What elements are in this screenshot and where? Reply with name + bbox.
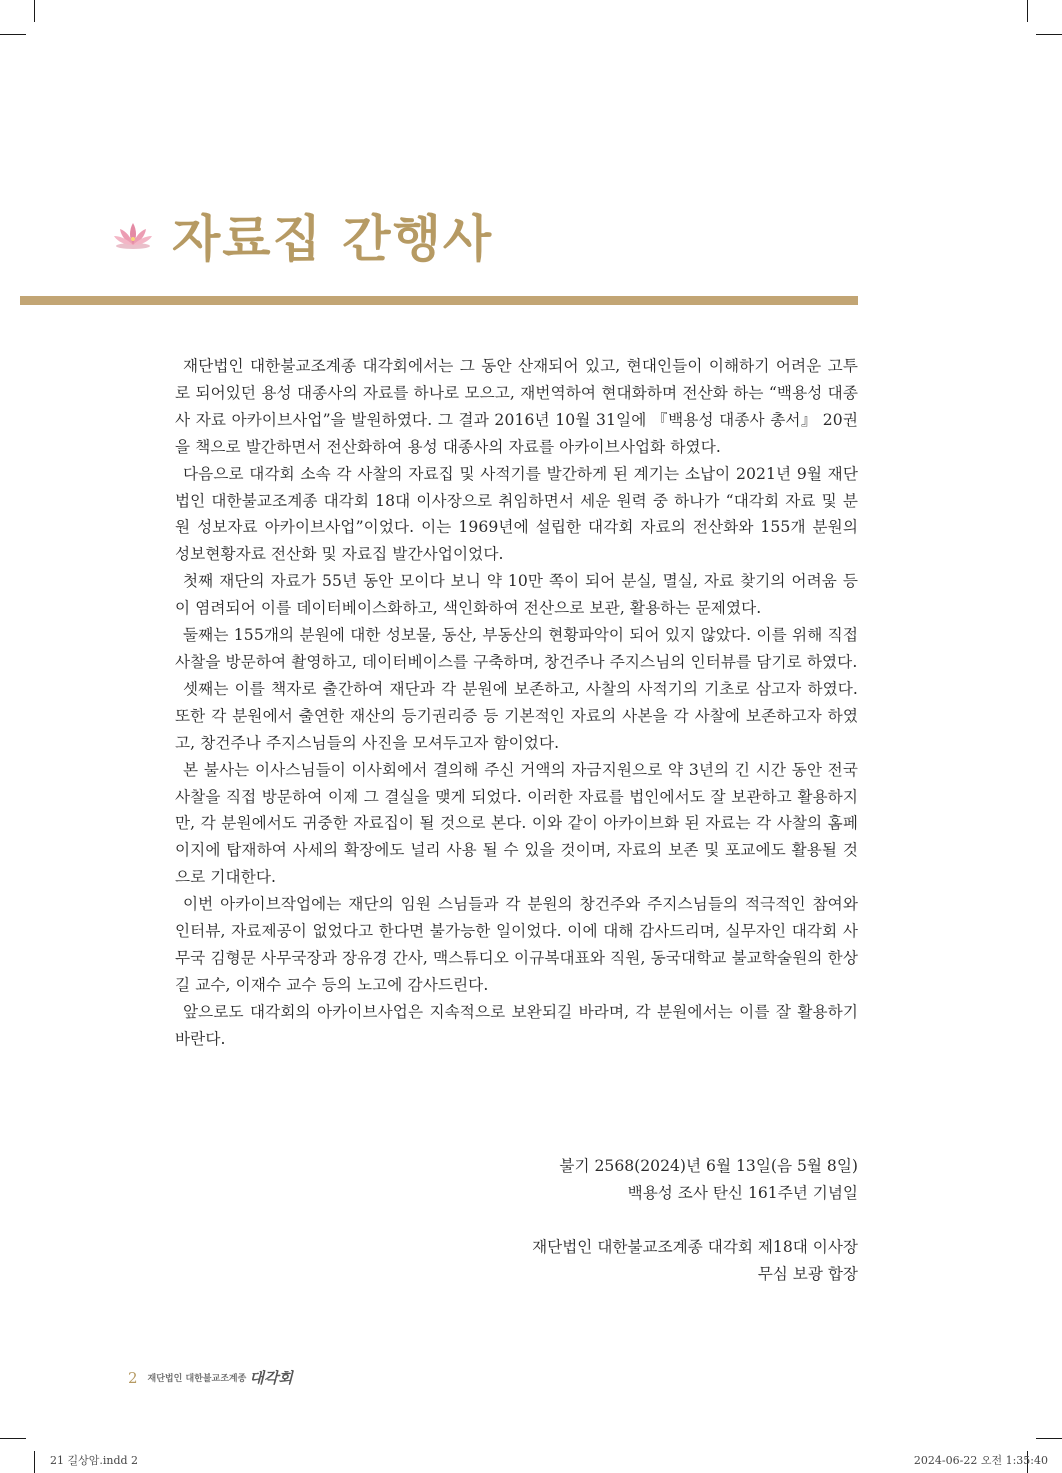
print-slug-file: 21 길상암.indd 2	[50, 1454, 139, 1467]
print-slug-timestamp: 2024-06-22 오전 1:35:40	[913, 1454, 1048, 1467]
paragraph: 둘째는 155개의 분원에 대한 성보물, 동산, 부동산의 현황파악이 되어 있지 않았다. 이를 위해 직접 사찰을 방문하여 촬영하고, 데이터베이스를 구축하며, 창건주나 주지스님의 인터뷰를 담기로 하였다.	[175, 626, 858, 671]
title-divider	[20, 296, 858, 305]
preface-body	[175, 353, 858, 1053]
crop-mark	[1036, 1438, 1062, 1439]
closing-memorial: 백용성 조사 탄신 161주년 기념일	[627, 1183, 858, 1202]
paragraph: 첫째 재단의 자료가 55년 동안 모이다 보니 약 10만 쪽이 되어 분실, 멸실, 자료 찾기의 어려움 등이 염려되어 이를 데이터베이스화하고, 색인화하여 전산으로 보관, 활용하는 문제였다.	[175, 572, 858, 618]
title-row	[112, 200, 493, 270]
paragraph: 이번 아카이브작업에는 재단의 임원 스님들과 각 분원의 창건주와 주지스님들의 적극적인 참여와 인터뷰, 자료제공이 없었다고 한다면 불가능한 일이었다. 이에 대해 감사드리며, 실무자인 대각회 사무국 김형문 사무국장과 장유경 간사, 맥스튜디오 이규복대표와 직원, 동국대학교 불교학술원의 한상길 교수, 이재수 교수 등의 노고에 감사드린다.	[175, 895, 858, 994]
crop-mark	[1036, 34, 1062, 35]
crop-mark	[0, 34, 26, 35]
lotus-icon	[112, 219, 154, 251]
crop-mark	[0, 1438, 26, 1439]
signer-name: 무심 보광 합장	[757, 1264, 858, 1283]
page-footer	[128, 1367, 293, 1388]
crop-mark	[1027, 0, 1028, 22]
paragraph: 다음으로 대각회 소속 각 사찰의 자료집 및 사적기를 발간하게 된 계기는 소납이 2021년 9월 재단법인 대한불교조계종 대각회 18대 이사장으로 취임하면서 세운 원력 중 하나가 “대각회 자료 및 분원 성보자료 아카이브사업”이었다. 이는 1969년에 설립한 대각회 자료의 전산화와 155개 분원의 성보현황자료 전산화 및 자료집 발간사업이었다.	[175, 464, 858, 564]
page-title: 자료집 간행사	[172, 210, 494, 268]
paragraph: 재단법인 대한불교조계종 대각회에서는 그 동안 산재되어 있고, 현대인들이 이해하기 어려운 고투로 되어있던 용성 대종사의 자료를 하나로 모으고, 재번역하여 현대화하며 전산화 하는 “백용성 대종사 자료 아카이브사업”을 발원하였다. 그 결과 2016년 10월 31일에 『백용성 대종사 총서』 20권을 책으로 발간하면서 전산화하여 용성 대종사의 자료를 아카이브사업화 하였다.	[175, 357, 858, 456]
crop-mark	[34, 1451, 35, 1473]
page-number: 2	[128, 1368, 138, 1387]
signer-position: 재단법인 대한불교조계종 대각회 제18대 이사장	[532, 1237, 858, 1256]
crop-mark	[34, 0, 35, 22]
closing-date: 불기 2568(2024)년 6월 13일(음 5월 8일)	[559, 1157, 858, 1175]
paragraph: 셋째는 이를 책자로 출간하여 재단과 각 분원에 보존하고, 사찰의 사적기의 기초로 삼고자 하였다. 또한 각 분원에서 출연한 재산의 등기권리증 등 기본적인 자료의 사본을 각 사찰에 보존하고자 하였고, 창건주나 주지스님들의 사진을 모셔두고자 함이었다.	[175, 679, 858, 752]
footer-organization: 재단법인 대한불교조계종	[147, 1374, 247, 1384]
footer-logo: 대각회	[249, 1369, 293, 1387]
closing-signature	[532, 1153, 858, 1288]
paragraph: 본 불사는 이사스님들이 이사회에서 결의해 주신 거액의 자금지원으로 약 3년의 긴 시간 동안 전국사찰을 직접 방문하여 이제 그 결실을 맺게 되었다. 이러한 자료를 법인에서도 잘 보관하고 활용하지만, 각 분원에서도 귀중한 자료집이 될 것으로 본다. 이와 같이 아카이브화 된 자료는 각 사찰의 홈페이지에 탑재하여 사세의 확장에도 널리 사용 될 수 있을 것이며, 자료의 보존 및 포교에도 활용될 것으로 기대한다.	[175, 760, 858, 887]
paragraph: 앞으로도 대각회의 아카이브사업은 지속적으로 보완되길 바라며, 각 분원에서는 이를 잘 활용하기 바란다.	[175, 1002, 858, 1048]
